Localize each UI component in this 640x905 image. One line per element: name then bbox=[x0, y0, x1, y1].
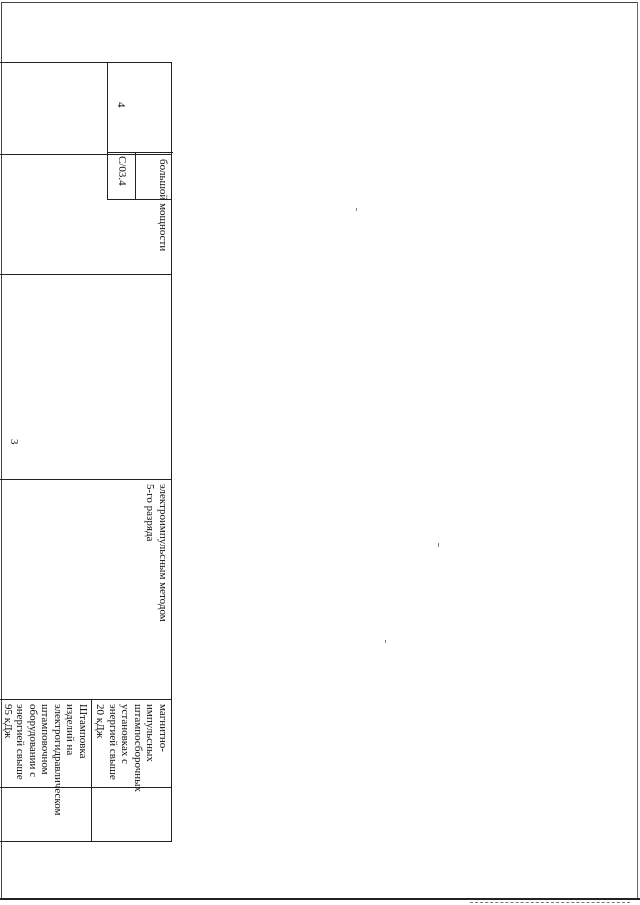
scan-dashes bbox=[470, 902, 630, 904]
cell-text: магнитно-импульсных штампосборочных установках с энергией свыше 20 кДж bbox=[94, 704, 169, 793]
code-column-split bbox=[135, 152, 136, 200]
code-cell: С/03.4 bbox=[116, 156, 128, 186]
scan-border-right bbox=[637, 2, 638, 898]
code-column-divider bbox=[108, 152, 173, 153]
cell-text: электроимпульсным методом 5-го разряда bbox=[144, 484, 169, 622]
code-column bbox=[107, 62, 172, 200]
table-cell bbox=[92, 700, 172, 793]
scan-border-bottom bbox=[0, 898, 640, 900]
scan-speck bbox=[438, 543, 439, 547]
level-cell: 4 bbox=[115, 102, 127, 108]
table-cell bbox=[0, 480, 172, 700]
page-number: 3 bbox=[8, 439, 20, 445]
scan-speck bbox=[356, 208, 357, 211]
cell-text: большой мощности bbox=[157, 159, 169, 252]
scan-border-top bbox=[1, 2, 637, 3]
scan-speck bbox=[385, 640, 386, 643]
table-cell bbox=[92, 788, 172, 842]
table-cell bbox=[0, 700, 92, 816]
table-cell bbox=[0, 788, 92, 842]
cell-text: Штамповка изделий на электрогидравлическом штамповочном оборудовании с энергией свыше 95 кДж bbox=[2, 704, 89, 816]
table-cell bbox=[0, 275, 172, 480]
